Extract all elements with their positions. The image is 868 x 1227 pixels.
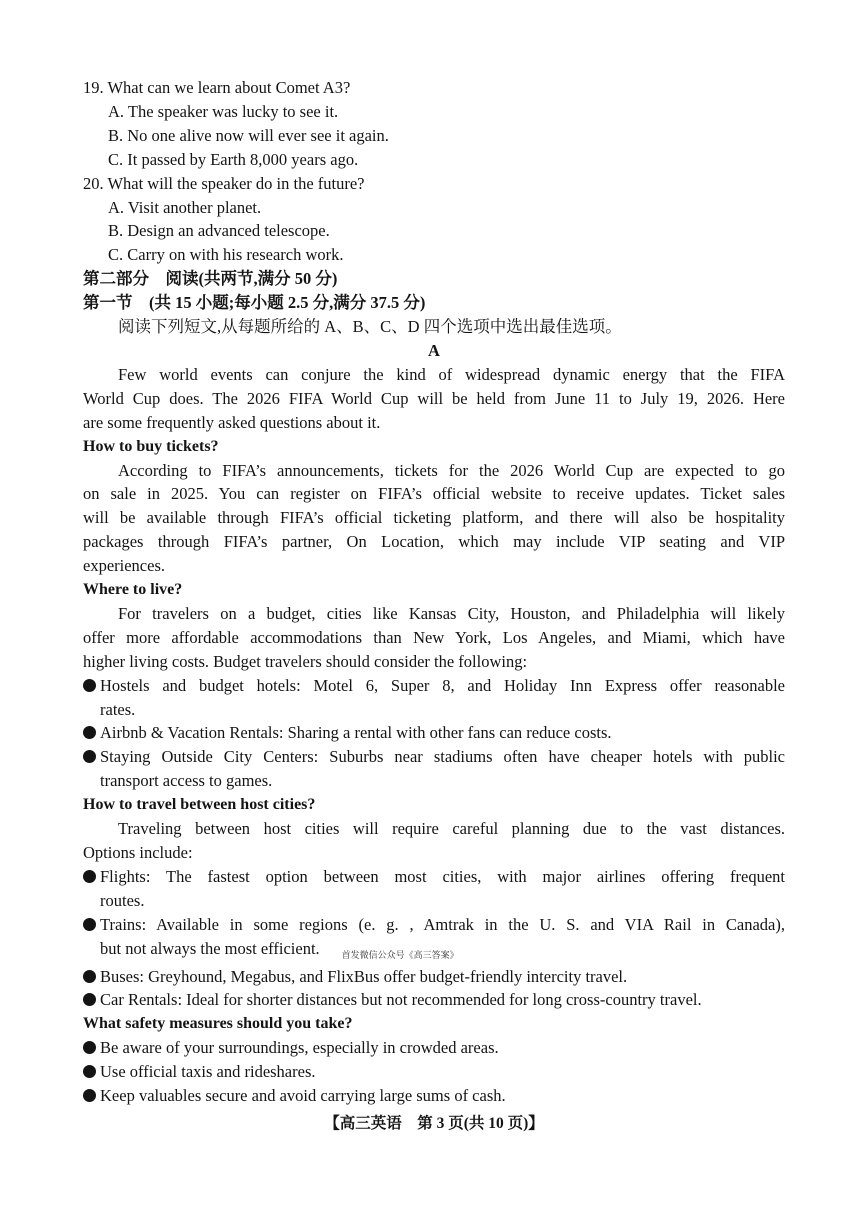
- section-one-title: 第一节 (共 15 小题;每小题 2.5 分,满分 37.5 分): [83, 293, 426, 313]
- travel-bullet-2: Trains: Available in some regions (e. g. , Amtrak in the U. S. and VIA Rail in Canada),: [100, 914, 785, 934]
- question-20-stem: 20. What will the speaker do in the future?: [83, 173, 365, 193]
- watermark: 首发微信公众号《高三答案》: [341, 950, 459, 961]
- safety-heading: What safety measures should you take?: [83, 1015, 353, 1033]
- travel-bullet-1: Flights: The fastest option between most cities, with major airlines offering frequent: [100, 866, 785, 886]
- safety-bullet-1: Be aware of your surroundings, especially in crowded areas.: [100, 1038, 499, 1058]
- tickets-heading: How to buy tickets?: [83, 437, 219, 455]
- bullet-icon: [83, 970, 96, 983]
- bullet-icon: [83, 918, 96, 931]
- list-item: [83, 1060, 785, 1084]
- travel-bullet-2-cont-row: [83, 937, 785, 965]
- question-19-option-b: B. No one alive now will ever see it again.: [108, 125, 389, 145]
- section-instruction: 阅读下列短文,从每题所给的 A、B、C、D 四个选项中选出最佳选项。: [118, 317, 622, 337]
- live-bullet-3: Staying Outside City Centers: Suburbs near stadiums often have cheaper hotels with public: [100, 747, 785, 767]
- question-20-option-b: B. Design an advanced telescope.: [108, 221, 330, 241]
- bullet-icon: [83, 750, 96, 763]
- bullet-icon: [83, 679, 96, 692]
- live-line-2: offer more affordable accommodations than New York, Los Angeles, and Miami, which have: [83, 627, 785, 647]
- list-item: [83, 745, 785, 769]
- safety-bullet-3: Keep valuables secure and avoid carrying large sums of cash.: [100, 1086, 506, 1106]
- list-item: [83, 988, 785, 1012]
- bullet-icon: [83, 1089, 96, 1102]
- part-two-title: 第二部分 阅读(共两节,满分 50 分): [83, 269, 338, 289]
- question-19-stem: 19. What can we learn about Comet A3?: [83, 78, 351, 97]
- travel-line-1: Traveling between host cities will require careful planning due to the vast distances.: [118, 819, 785, 839]
- list-item: [83, 674, 785, 698]
- list-item: [83, 1036, 785, 1060]
- list-item: [83, 721, 785, 745]
- tickets-line-5: experiences.: [83, 556, 165, 576]
- list-item: [83, 1084, 785, 1108]
- list-item: [83, 913, 785, 937]
- list-item: [83, 865, 785, 889]
- travel-bullet-1-cont: routes.: [100, 890, 145, 910]
- travel-bullet-3: Buses: Greyhound, Megabus, and FlixBus offer budget-friendly intercity travel.: [100, 966, 628, 986]
- travel-bullet-4: Car Rentals: Ideal for shorter distances but not recommended for long cross-country travel.: [100, 990, 702, 1010]
- live-bullet-1-cont: rates.: [100, 699, 136, 719]
- page-footer: 【高三英语 第 3 页(共 10 页)】: [324, 1115, 544, 1132]
- travel-line-2: Options include:: [83, 843, 193, 862]
- live-heading: Where to live?: [83, 581, 183, 599]
- bullet-icon: [83, 1065, 96, 1078]
- intro-line-1: Few world events can conjure the kind of widespread dynamic energy that the FIFA: [118, 364, 785, 384]
- tickets-line-1: According to FIFA’s announcements, tickets for the 2026 World Cup are expected to go: [118, 460, 785, 480]
- list-item: [83, 965, 785, 989]
- question-20-option-c: C. Carry on with his research work.: [108, 245, 344, 265]
- bullet-icon: [83, 1041, 96, 1054]
- live-bullet-3-cont: transport access to games.: [100, 771, 273, 791]
- question-20-option-a: A. Visit another planet.: [108, 197, 262, 217]
- intro-line-2: World Cup does. The 2026 FIFA World Cup will be held from June 11 to July 19, 2026. Here: [83, 388, 785, 408]
- tickets-line-4: packages through FIFA’s partner, On Location, which may include VIP seating and VIP: [83, 532, 785, 552]
- exam-page: [83, 76, 785, 1108]
- tickets-line-3: will be available through FIFA’s official ticketing platform, and there will also be hospitality: [83, 508, 785, 528]
- travel-heading: How to travel between host cities?: [83, 796, 316, 814]
- bullet-icon: [83, 870, 96, 883]
- question-19-option-c: C. It passed by Earth 8,000 years ago.: [108, 149, 359, 169]
- safety-bullet-2: Use official taxis and rideshares.: [100, 1062, 316, 1082]
- passage-label: A: [428, 340, 440, 360]
- travel-bullet-2-cont: but not always the most efficient.: [100, 938, 320, 958]
- bullet-icon: [83, 993, 96, 1006]
- live-line-1: For travelers on a budget, cities like Kansas City, Houston, and Philadelphia will likely: [118, 603, 785, 623]
- question-19-option-a: A. The speaker was lucky to see it.: [108, 101, 339, 121]
- bullet-icon: [83, 726, 96, 739]
- live-bullet-2: Airbnb & Vacation Rentals: Sharing a rental with other fans can reduce costs.: [100, 723, 612, 743]
- tickets-line-2: on sale in 2025. You can register on FIFA’s official website to receive updates. Ticket sales: [83, 484, 785, 504]
- intro-line-3: are some frequently asked questions about it.: [83, 412, 381, 432]
- live-bullet-1: Hostels and budget hotels: Motel 6, Super 8, and Holiday Inn Express offer reasonable: [100, 675, 785, 695]
- live-line-3: higher living costs. Budget travelers should consider the following:: [83, 651, 528, 671]
